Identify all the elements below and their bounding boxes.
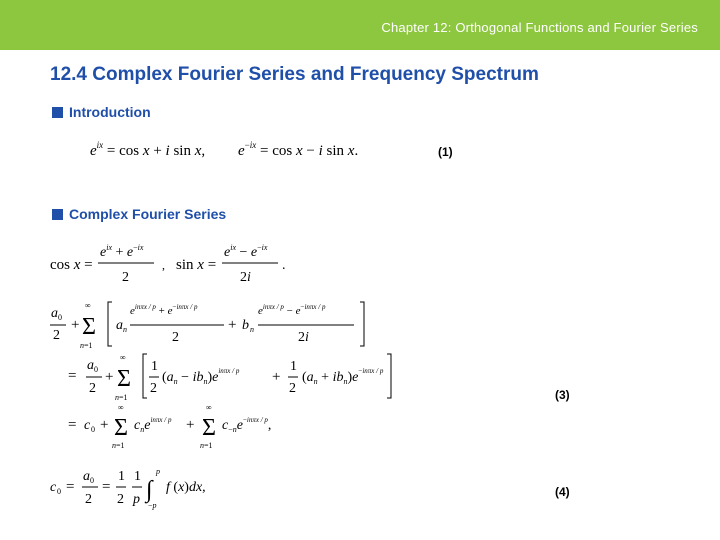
equation-euler [85, 134, 385, 174]
svg-text:+: + [186, 417, 195, 433]
square-bullet-icon [52, 107, 63, 118]
svg-text:n=1: n=1 [115, 393, 128, 402]
svg-text:=: = [66, 479, 75, 495]
svg-text:eix − e−ix: $e^{ix} - e^-ix$ [224, 243, 268, 260]
equation-number-4: (4) [555, 485, 570, 499]
square-bullet-icon [52, 209, 63, 220]
svg-text:(an + ibn)e−inπx / p: $(a_n + ib_n)e^-in\pi x / p$ [302, 367, 384, 386]
svg-text:2i: 2i [240, 270, 251, 285]
svg-text:2: 2 [122, 270, 129, 285]
svg-text:f (x)dx,: f (x)dx, [166, 480, 206, 495]
svg-text:einπx / p − e−inπx / p: $e^{in\pi x / p} - e^-in\pi x / p$ [258, 303, 326, 317]
svg-text:1: 1 [134, 469, 141, 484]
svg-text:2: 2 [289, 381, 296, 396]
svg-text:sin x =: sin x = [176, 257, 217, 273]
svg-text:n: n [250, 325, 254, 334]
svg-text:Σ: Σ [82, 314, 96, 340]
svg-text:2: 2 [150, 381, 157, 396]
svg-text:2: 2 [172, 330, 179, 345]
svg-text:∞: ∞ [118, 403, 124, 412]
svg-text:=: = [68, 368, 77, 384]
svg-text:a: a [51, 306, 58, 321]
svg-text:Σ: Σ [114, 415, 128, 441]
section-introduction [52, 104, 151, 120]
svg-text:c−ne−inπx / p,: $c_-ne^-in\pi x$ / p, [222, 416, 272, 434]
svg-text:+: + [105, 369, 114, 385]
svg-text:a: a [116, 318, 123, 333]
svg-text:=: = [68, 417, 77, 433]
svg-text:2: 2 [117, 492, 124, 507]
header-bar [0, 0, 720, 50]
svg-text:n=1: n=1 [112, 441, 125, 450]
svg-text:0: 0 [90, 476, 94, 485]
svg-text:b: b [242, 318, 249, 333]
equation-cos-sin [48, 238, 308, 288]
svg-text:p: p [156, 467, 160, 476]
chapter-title: Chapter 12: Orthogonal Functions and Fourier Series [381, 20, 698, 35]
svg-text:p: p [133, 492, 140, 507]
equation-number-3: (3) [555, 388, 570, 402]
svg-text:∞: ∞ [206, 403, 212, 412]
svg-text:,: , [162, 258, 165, 272]
svg-text:2: 2 [53, 328, 60, 343]
svg-text:a: a [83, 469, 90, 484]
svg-text:1: 1 [118, 469, 125, 484]
svg-text:n=1: n=1 [200, 441, 213, 450]
svg-text:c: c [84, 418, 91, 433]
svg-text:eix + e−ix: $e^{ix} + e^-ix$ [100, 243, 144, 260]
page-title: 12.4 Complex Fourier Series and Frequency Spectrum [50, 64, 539, 85]
equation-4 [48, 462, 268, 514]
svg-text:1: 1 [290, 359, 297, 374]
equation-3-line2 [48, 350, 408, 402]
svg-text:+: + [100, 417, 109, 433]
section-complex-fourier-series [52, 206, 226, 222]
equation-3-line1 [48, 296, 378, 352]
svg-text:Σ: Σ [202, 415, 216, 441]
svg-text:2: 2 [85, 492, 92, 507]
svg-text:+: + [272, 369, 281, 385]
svg-text:2i: 2i [298, 330, 309, 345]
svg-text:einπx / p + e−inπx / p: $e^{in\pi x / p} + e^-in\pi x / p$ [130, 303, 198, 317]
svg-text:e−ix = cos x − i sin x.: e−ix = cos x − i sin x. [238, 140, 359, 159]
svg-text:∫: ∫ [146, 477, 153, 503]
svg-text:0: 0 [58, 313, 62, 322]
svg-text:∞: ∞ [85, 301, 91, 310]
section-label: Complex Fourier Series [69, 206, 227, 222]
svg-text:n=1: n=1 [80, 341, 93, 350]
svg-text:(an − ibn)einπx / p: $(a_n - ib_n)e^{in\pi x / p}$ [162, 367, 240, 386]
svg-text:−p: −p [148, 501, 157, 510]
svg-text:2: 2 [89, 381, 96, 396]
svg-text:0: 0 [57, 487, 61, 496]
section-label: Introduction [69, 104, 151, 120]
svg-text:n: n [123, 325, 127, 334]
svg-text:a: a [87, 358, 94, 373]
svg-text:Σ: Σ [117, 366, 131, 392]
equation-3-line3 [48, 402, 348, 452]
svg-text:eix = cos x + i sin x,: $e^{ix} = \cos x + i$ sin x, [90, 140, 206, 159]
svg-text:+: + [71, 317, 80, 333]
svg-text:.: . [282, 258, 286, 273]
svg-text:cos x =: cos x = [50, 257, 93, 273]
svg-text:∞: ∞ [120, 353, 126, 362]
svg-text:+: + [228, 317, 237, 333]
svg-text:cneinπx / p: $c_ne^{in\pi x / p}$ [134, 416, 172, 434]
svg-text:1: 1 [151, 359, 158, 374]
svg-text:0: 0 [94, 365, 98, 374]
svg-text:0: 0 [91, 425, 95, 434]
svg-text:=: = [102, 479, 111, 495]
equation-number-1: (1) [438, 145, 453, 159]
svg-text:c: c [50, 480, 57, 495]
